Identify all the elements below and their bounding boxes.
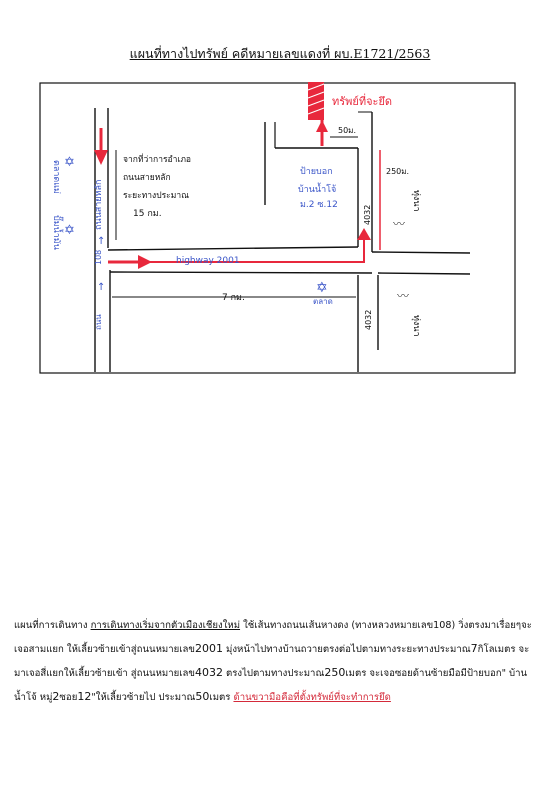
description-part-3: ใช้เส้นทางถนนเส้นหางดง (ทางหลวงหมายเลข108) วิ่งตรงมาเรื่อยๆจะเจอสามแยก ให้เลี้ยวซ้ายเข้าสู่ถนนหมายเลข: [14, 620, 532, 655]
star-icon-left-2: ✡: [64, 223, 75, 238]
arrow-up-icon-2: ↑: [97, 282, 106, 293]
description-road-4032: 4032: [194, 666, 223, 679]
road-108-left-label: 108: [94, 249, 103, 265]
description-part-10: เมตร: [209, 692, 234, 703]
water-icon-2: 〰: [397, 289, 410, 303]
route-arrowhead-4032: [357, 228, 371, 240]
description-part-8: ซอย: [59, 692, 78, 703]
route-arrowhead-soi: [316, 120, 328, 132]
description-part-5: กิโลเมตร จะมาเจอสี่แยกให้เลี้ยวซ้ายเข้า สู่ถนนหมายเลข: [14, 644, 530, 679]
distance-7km-label: 7 กม.: [222, 293, 245, 303]
rice-field-label-2: ทุ่งนา: [411, 315, 421, 337]
description-m-50: 50: [195, 690, 210, 703]
route-arrowhead-2001: [138, 255, 152, 269]
highway-2001-east-bottom: [378, 273, 470, 274]
water-icon-1: 〰: [393, 217, 406, 231]
route-arrowhead-108: [94, 150, 108, 165]
route-description: [14, 614, 534, 709]
house-label-1: บ้านน้ำโจ้: [298, 185, 337, 195]
description-soi: 12: [77, 690, 92, 703]
description-part-6: ตรงไปตามทางประมาณ: [222, 668, 325, 679]
road-4032-top-label: 4032: [363, 204, 372, 225]
left-label-2: ปั๊มน้ำมัน: [51, 215, 61, 250]
map-frame: [40, 83, 515, 373]
left-label-1: ตลาดแม่: [51, 160, 61, 194]
description-km-7: 7: [470, 642, 478, 655]
market-star-icon: ✡: [316, 280, 328, 296]
destination-label: ทรัพย์ที่จะยึด: [332, 95, 393, 108]
highway-2001-label: highway 2001: [176, 256, 240, 266]
description-start: การเดินทางเริ่มจากตัวเมืองเชียงใหม่: [90, 620, 241, 631]
house-label-2: ม.2 ซ.12: [300, 200, 338, 210]
distance-250-label: 250ม.: [386, 167, 410, 176]
description-part-9: "ให้เลี้ยวซ้ายไป ประมาณ: [91, 692, 196, 703]
market-label: ตลาด: [313, 297, 333, 306]
description-destination: ด้านขวามือคือที่ตั้งทรัพย์ที่จะทำการยึด: [233, 692, 391, 703]
page-title: แผนที่ทางไปทรัพย์ คดีหมายเลขแดงที่ ผบ.E1721/2563: [129, 46, 431, 61]
highway-2001-bottom-edge: [110, 272, 372, 273]
rice-field-label-1: ทุ่งนา: [411, 190, 421, 212]
side-note-4: 15 กม.: [133, 209, 162, 219]
description-label: แผนที่การเดินทาง: [14, 620, 91, 631]
road-108-lower-label: ถนน: [94, 314, 103, 330]
description-road-2001: 2001: [194, 642, 223, 655]
description-m-250: 250: [324, 666, 346, 679]
side-note-3: ระยะทางประมาณ: [123, 191, 189, 201]
description-moo: 2: [52, 690, 60, 703]
highway-2001-east-top: [372, 252, 470, 253]
description-part-4: มุ่งหน้าไปทางบ้านถวายตรงต่อไปตามทางระยะทางประมาณ: [222, 644, 471, 655]
side-note-2: ถนนสายหลัก: [123, 173, 171, 183]
star-icon-left-1: ✡: [64, 155, 75, 170]
side-note-1: จากที่ว่าการอำเภอ: [123, 155, 192, 165]
road-4032-bottom-label: 4032: [364, 309, 373, 330]
house-sign-label: ป้ายบอก: [300, 167, 333, 177]
distance-50-label: 50ม.: [338, 126, 356, 135]
description-part-7: เมตร จะเจอซอยด้านซ้ายมือมีป้ายบอก" บ้านน้ำโจ้ หมู่: [14, 668, 528, 703]
main-road-label: ถนนสายหลัก: [94, 179, 104, 230]
arrow-up-icon-1: ↑: [97, 236, 106, 247]
highway-2001-top-edge: [108, 247, 358, 250]
